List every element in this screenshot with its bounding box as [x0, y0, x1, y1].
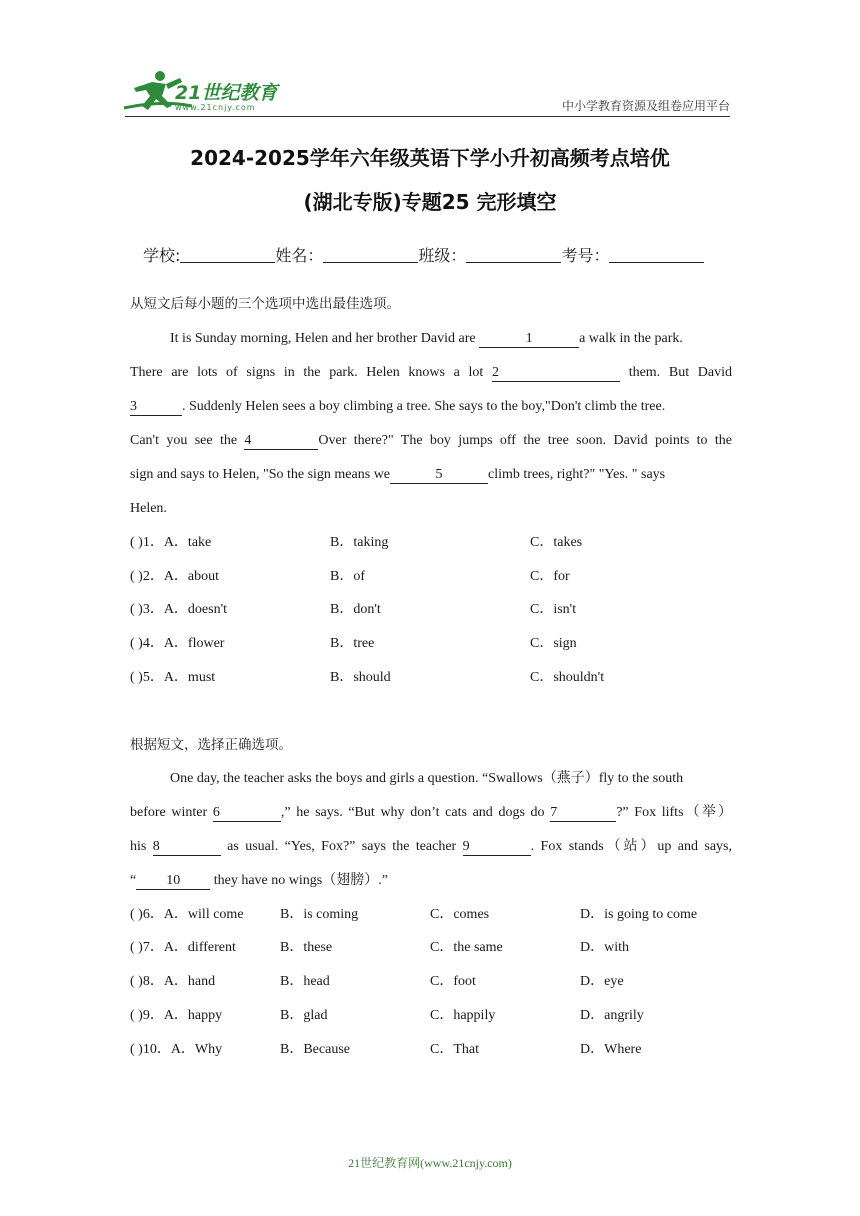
- passage2-line1: One day, the teacher asks the boys and girls a question. “Swallows（燕子）fly to the south: [170, 771, 684, 786]
- class-label: 班级：: [418, 246, 467, 265]
- class-field[interactable]: [466, 248, 561, 263]
- option-c[interactable]: C．the same: [430, 940, 503, 955]
- school-label: 学校:: [143, 246, 181, 265]
- exam-number-field[interactable]: [609, 248, 704, 263]
- option-c[interactable]: C．That: [430, 1042, 479, 1057]
- option-b[interactable]: B．don't: [330, 602, 381, 617]
- option-b[interactable]: B．is coming: [280, 907, 359, 922]
- section1-instruction: 从短文后每小题的三个选项中选出最佳选项。: [130, 296, 400, 312]
- option-b[interactable]: B．glad: [280, 1008, 328, 1023]
- passage1-line3: 3 . Suddenly Helen sees a boy climbing a tree. She says to the boy,"Don't climb the tree.: [130, 399, 666, 414]
- question-8[interactable]: ( )8．A．hand: [130, 974, 216, 989]
- option-d[interactable]: D．with: [580, 940, 629, 955]
- blank-8[interactable]: 8: [153, 839, 221, 856]
- school-field[interactable]: [180, 248, 275, 263]
- passage1-line1: It is Sunday morning, Helen and her brother David are 1 a walk in the park.: [170, 331, 683, 346]
- option-c[interactable]: C．isn't: [530, 602, 577, 617]
- question-6[interactable]: ( )6．A．will come: [130, 907, 244, 922]
- option-c[interactable]: C．for: [530, 569, 570, 584]
- option-b[interactable]: B．Because: [280, 1042, 350, 1057]
- question-2[interactable]: ( )2．A．about: [130, 569, 220, 584]
- passage2-line2: before winter 6 ,” he says. “But why don’t cats and dogs do 7 ?” Fox lifts（举）: [130, 805, 732, 820]
- option-b[interactable]: B．should: [330, 670, 391, 685]
- logo-text: 21世纪教育: [175, 82, 278, 104]
- question-1[interactable]: ( )1．A．take: [130, 535, 212, 550]
- blank-7[interactable]: 7: [550, 805, 616, 822]
- passage1-line2: There are lots of signs in the park. Helen knows a lot 2 them. But David: [130, 365, 732, 380]
- logo-url: www.21cnjy.com: [175, 103, 256, 112]
- option-b[interactable]: B．head: [280, 974, 330, 989]
- blank-5[interactable]: 5: [390, 467, 488, 484]
- passage2-line3: his 8 as usual. “Yes, Fox?” says the teacher 9 . Fox stands（站）up and says,: [130, 839, 732, 854]
- page-footer: 21世纪教育网(www.21cnjy.com): [348, 1156, 512, 1170]
- option-c[interactable]: C．takes: [530, 535, 583, 550]
- option-b[interactable]: B．tree: [330, 636, 375, 651]
- platform-label: 中小学教育资源及组卷应用平台: [561, 99, 730, 113]
- page-title: 2024-2025学年六年级英语下学小升初高频考点培优: [190, 146, 670, 170]
- blank-4[interactable]: 4: [244, 433, 318, 450]
- option-c[interactable]: C．happily: [430, 1008, 496, 1023]
- blank-9[interactable]: 9: [463, 839, 531, 856]
- question-5[interactable]: ( )5．A．must: [130, 670, 216, 685]
- option-c[interactable]: C．comes: [430, 907, 490, 922]
- option-b[interactable]: B．taking: [330, 535, 389, 550]
- question-9[interactable]: ( )9．A．happy: [130, 1008, 223, 1023]
- name-field[interactable]: [323, 248, 418, 263]
- question-4[interactable]: ( )4．A．flower: [130, 636, 225, 651]
- option-c[interactable]: C．shouldn't: [530, 670, 605, 685]
- option-d[interactable]: D．Where: [580, 1042, 642, 1057]
- question-7[interactable]: ( )7．A．different: [130, 940, 236, 955]
- exam-number-label: 考号：: [561, 246, 610, 265]
- name-label: 姓名：: [275, 246, 324, 265]
- passage1-line5: sign and says to Helen, "So the sign means we 5 climb trees, right?" "Yes. " says: [130, 467, 666, 482]
- option-b[interactable]: B．of: [330, 569, 365, 584]
- option-c[interactable]: C．sign: [530, 636, 577, 651]
- question-3[interactable]: ( )3．A．doesn't: [130, 602, 228, 617]
- student-info-row: [143, 243, 704, 266]
- page-header: [0, 0, 860, 120]
- passage1-line4: Can't you see the 4 Over there?" The boy jumps off the tree soon. David points to the: [130, 433, 732, 448]
- option-d[interactable]: D．eye: [580, 974, 624, 989]
- passage1-line6: Helen.: [130, 501, 167, 516]
- option-d[interactable]: D．angrily: [580, 1008, 644, 1023]
- passage2-line4: “ 10 they have no wings（翅膀）.”: [130, 873, 388, 888]
- option-b[interactable]: B．these: [280, 940, 333, 955]
- blank-10[interactable]: 10: [136, 873, 210, 890]
- blank-3[interactable]: 3: [130, 399, 182, 416]
- blank-6[interactable]: 6: [213, 805, 281, 822]
- header-divider: [125, 116, 730, 117]
- blank-1[interactable]: 1: [479, 331, 579, 348]
- section2-instruction: 根据短文，选择正确选项。: [130, 737, 292, 753]
- blank-2[interactable]: 2: [492, 365, 620, 382]
- option-c[interactable]: C．foot: [430, 974, 476, 989]
- option-d[interactable]: D．is going to come: [580, 907, 698, 922]
- page-subtitle: (湖北专版)专题25 完形填空: [303, 190, 557, 214]
- question-10[interactable]: ( )10．A．Why: [130, 1042, 223, 1057]
